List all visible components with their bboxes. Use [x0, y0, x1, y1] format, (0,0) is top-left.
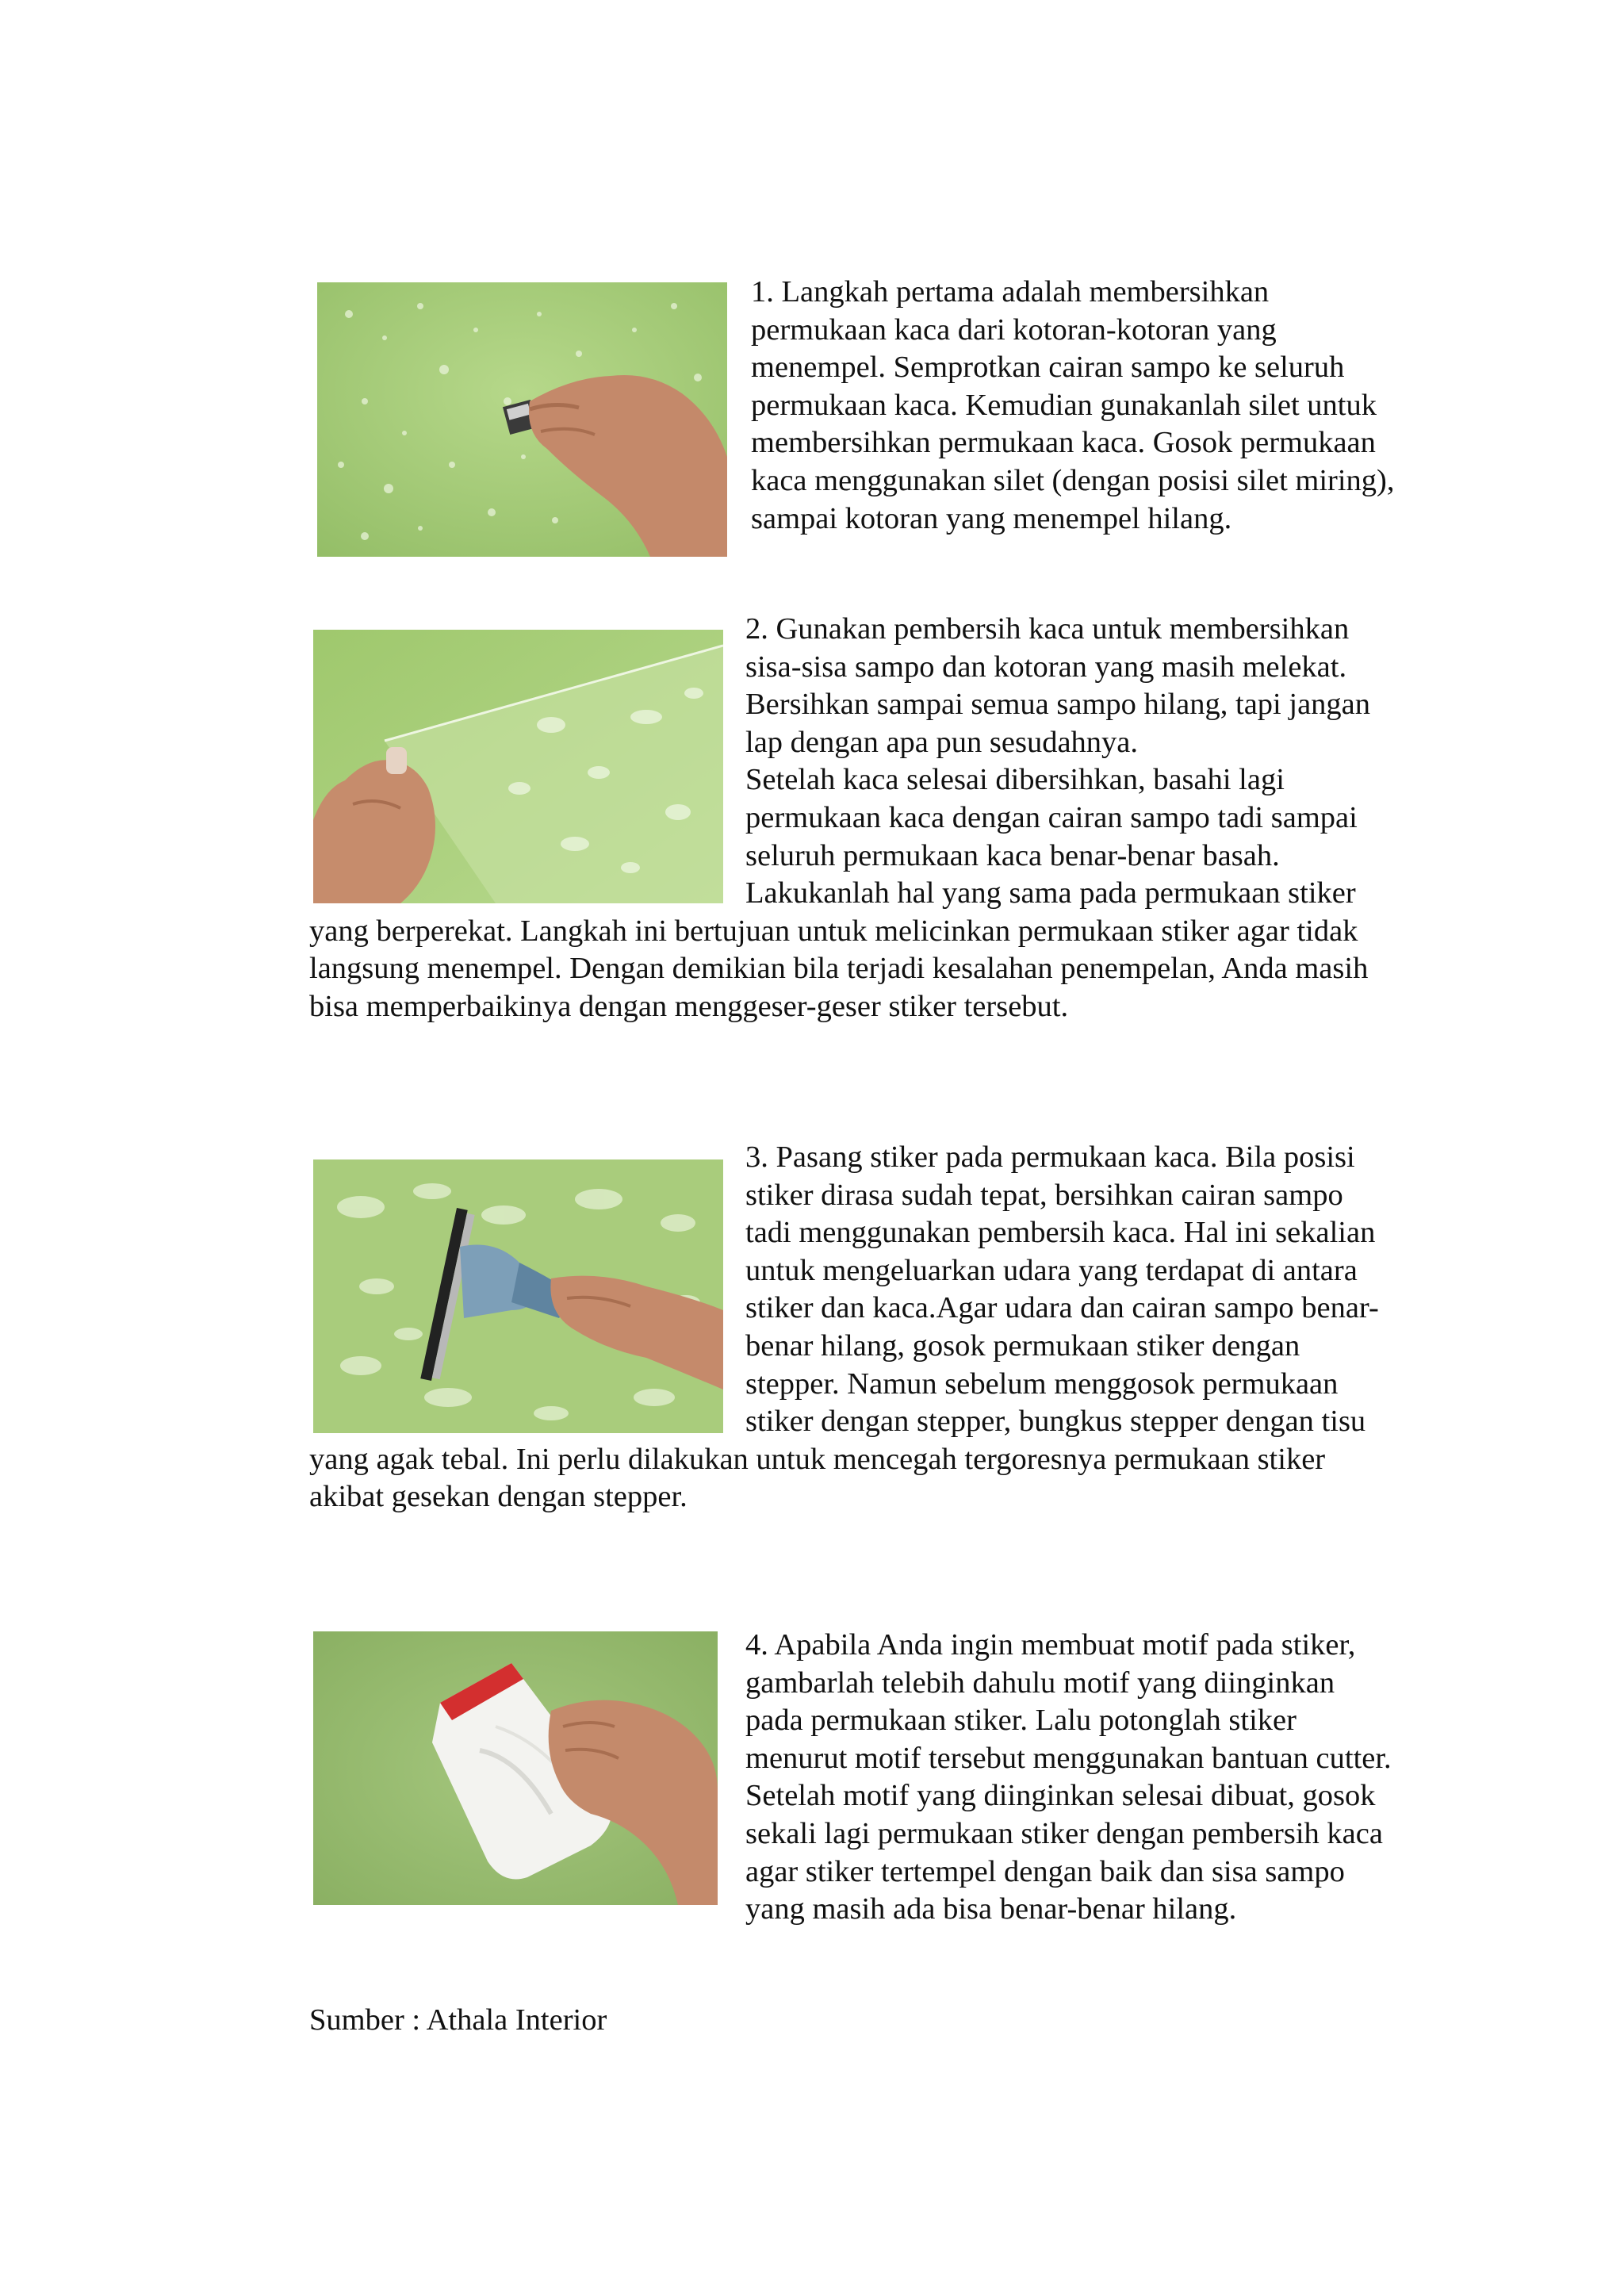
step-2-photo: [313, 630, 723, 903]
step-4-photo: [313, 1631, 718, 1905]
wrapped-stepper-image: [313, 1631, 718, 1905]
step-3: [309, 1139, 1396, 1516]
step-3-photo: [313, 1159, 723, 1433]
step-1: [309, 274, 1396, 558]
step-4-text-b: Setelah motif yang diinginkan selesai dibuat, gosok sekali lagi permukaan stiker dengan pembersih kaca agar stiker tertempel dengan baik dan sisa sampo yang masih ada bisa benar-benar hilang.: [745, 1779, 1383, 1926]
source-credit: Sumber : Athala Interior: [309, 2003, 607, 2037]
step-4-text-a: 4. Apabila Anda ingin membuat motif pada stiker, gambarlah telebih dahulu motif yang diinginkan pada permukaan stiker. Lalu potonglah stiker menurut motif tersebut menggunakan bantuan cutter.: [745, 1628, 1392, 1775]
step-2-text-a: 2. Gunakan pembersih kaca untuk membersihkan sisa-sisa sampo dan kotoran yang masih melekat. Bersihkan sampai semua sampo hilang, tapi jangan lap dengan apa pun sesudahnya.: [745, 612, 1370, 759]
step-2: [309, 611, 1396, 1026]
step-1-text: 1. Langkah pertama adalah membersihkan permukaan kaca dari kotoran-kotoran yang menempel. Semprotkan cairan sampo ke seluruh permukaan kaca. Kemudian gunakanlah silet untuk membersihkan permukaan kaca. Gosok permukaan kaca menggunakan silet (dengan posisi silet miring), sampai kotoran yang menempel hilang.: [751, 275, 1395, 535]
step-1-photo: [317, 282, 727, 557]
squeegee-image: [313, 1159, 723, 1433]
razor-scraping-image: [317, 282, 727, 557]
step-2-text-b: Setelah kaca selesai dibersihkan, basahi lagi permukaan kaca dengan cairan sampo tadi sampai seluruh permukaan kaca benar-benar basah. Lakukanlah hal yang sama pada permukaan stiker yang berperekat. Langkah ini bertujuan untuk melicinkan permukaan stiker agar tidak langsung menempel. Dengan demikian bila terjadi kesalahan penempelan, Anda masih bisa memperbaikinya dengan menggeser-geser stiker tersebut.: [309, 763, 1369, 1023]
glass-cleaning-image: [313, 630, 723, 903]
step-3-text: 3. Pasang stiker pada permukaan kaca. Bila posisi stiker dirasa sudah tepat, bersihkan cairan sampo tadi menggunakan pembersih kaca. Hal ini sekalian untuk mengeluarkan udara yang terdapat di antara stiker dan kaca.Agar udara dan cairan sampo benar-benar hilang, gosok permukaan stiker dengan stepper. Namun sebelum menggosok permukaan stiker dengan stepper, bungkus stepper dengan tisu yang agak tebal. Ini perlu dilakukan untuk mencegah tergoresnya permukaan stiker akibat gesekan dengan stepper.: [309, 1140, 1379, 1514]
step-4: [309, 1627, 1396, 1929]
